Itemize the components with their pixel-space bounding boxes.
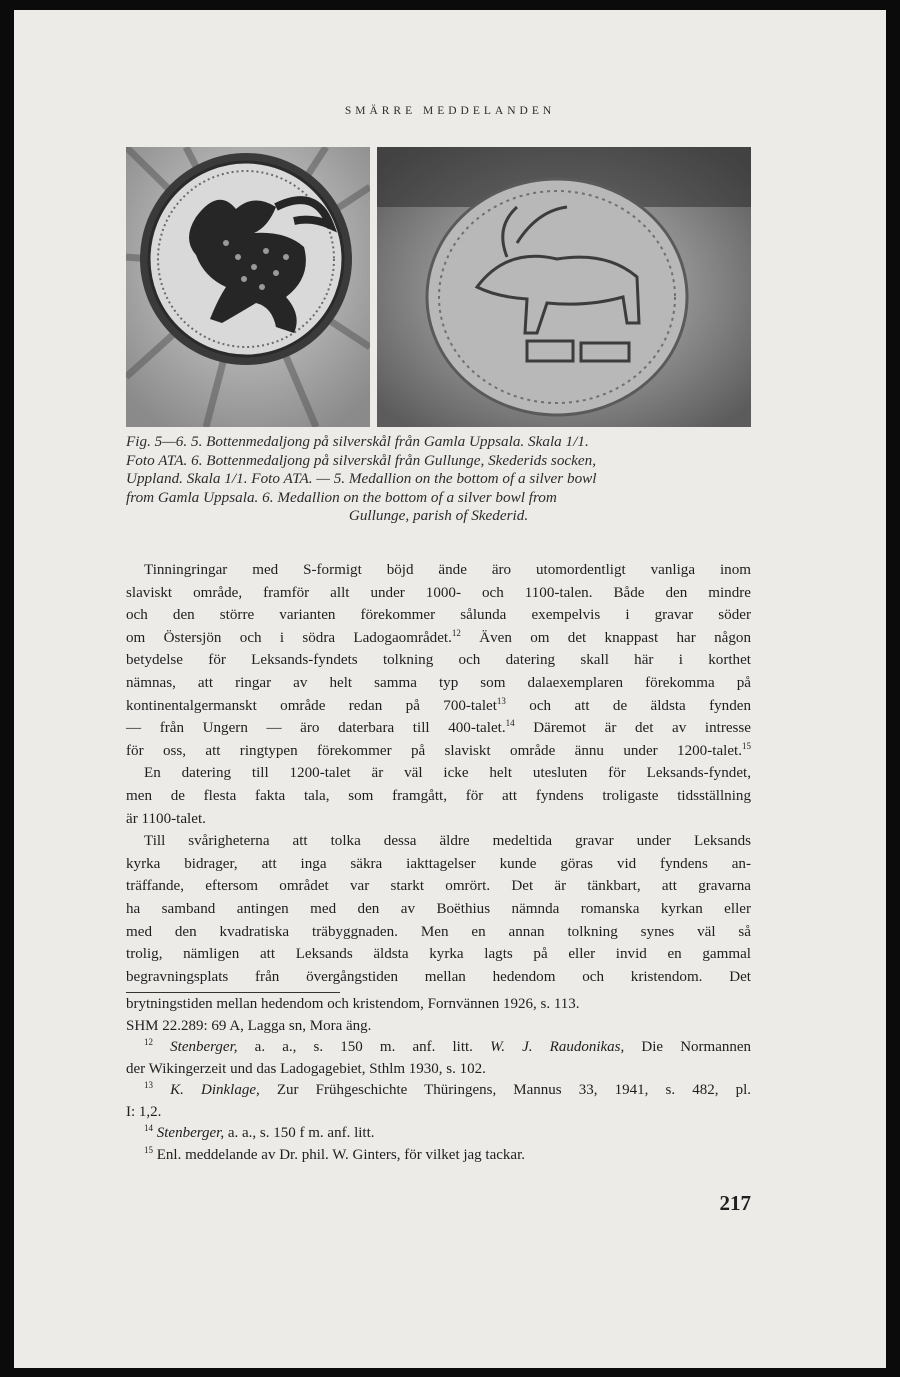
body-line [126, 966, 751, 989]
body-text [126, 559, 751, 988]
body-text-run: nämnas, att ringar av helt samma typ som dalaexemplaren förekomma på [126, 674, 751, 691]
author-name: K. Dinklage, [170, 1082, 260, 1098]
page-number: 217 [719, 1191, 751, 1215]
body-text-run: trolig, nämligen att Leksands äldsta kyrka lagts på eller invid en gammal [126, 946, 751, 963]
body-line [126, 559, 751, 582]
footnote-line [126, 1059, 751, 1081]
footnote-ref: 15 [742, 740, 751, 751]
footnote-text: Die Normannen [624, 1039, 752, 1055]
footnote-number: 14 [144, 1123, 153, 1133]
body-text-run: Däremot är det av intresse [514, 720, 751, 737]
footnotes [126, 994, 751, 1166]
footnote-text: SHM 22.289: 69 A, Lagga sn, Mora äng. [126, 1017, 372, 1034]
body-text-run: slaviskt område, framför allt under 1000- och 1100-talen. Både den mindre [126, 584, 751, 601]
footnote-number: 15 [144, 1144, 153, 1155]
author-name: Stenberger, [156, 1125, 225, 1141]
footnote-line [126, 1080, 751, 1102]
footnote-text: brytningstiden mellan hedendom och kristendom, Fornvännen 1926, s. 113. [126, 996, 580, 1012]
caption-line: Fig. 5—6. 5. Bottenmedaljong på silverskål från Gamla Uppsala. Skala 1/1. [126, 433, 589, 450]
running-head: SMÄRRE MEDDELANDEN [344, 105, 556, 117]
figure-5-photo [126, 147, 370, 427]
body-line [126, 762, 751, 785]
body-text-run: Tinningringar med S-formigt böjd ände äro utomordentligt vanliga inom [144, 562, 751, 578]
footnote-text: Enl. meddelande av Dr. phil. W. Ginters, för vilket jag tackar. [153, 1146, 525, 1163]
footnote-line [126, 1037, 751, 1059]
footnote-number: 12 [144, 1037, 153, 1047]
body-text-run: och att de äldsta fynden [505, 697, 751, 714]
body-text-run: En datering till 1200-talet är väl icke helt utesluten för Leksands-fyndet, [144, 765, 751, 782]
footnote-line [126, 1016, 751, 1038]
author-name: W. J. Raudonikas, [490, 1039, 625, 1055]
figure-caption [126, 433, 751, 526]
body-line [126, 627, 751, 650]
body-line [126, 830, 751, 853]
footnote-line [126, 1123, 751, 1145]
stag-medallion-photo-icon [377, 147, 751, 427]
body-line [126, 649, 751, 672]
caption-line: Uppland. Skala 1/1. Foto ATA. — 5. Medallion on the bottom of a silver bowl [126, 470, 597, 488]
body-text-run: och den större varianten förekommer sålunda exempelvis i gravar söder [126, 607, 751, 624]
body-text-run: kontinentalgermanskt område redan på 700-talet [126, 697, 497, 714]
body-text-run: begravningsplats från övergångstiden mellan hedendom och kristendom. Det [126, 968, 751, 985]
footnote-text: I: 1,2. [126, 1103, 162, 1120]
footnote-rule [126, 992, 340, 993]
body-text-run: för oss, att ringtypen förekommer på slaviskt område ännu under 1200-talet. [126, 742, 742, 759]
body-line [126, 875, 751, 898]
author-name: Stenberger, [170, 1039, 238, 1055]
footnote-text: a. a., s. 150 f m. anf. litt. [224, 1125, 375, 1141]
footnote-line [126, 994, 751, 1016]
body-text-run: — från Ungern — äro daterbara till 400-talet. [126, 720, 506, 737]
caption-line: Foto ATA. 6. Bottenmedaljong på silverskål från Gullunge, Skederids socken, [126, 451, 597, 469]
body-line [126, 808, 751, 831]
figure-6-photo [377, 147, 751, 427]
body-text-run: kyrka bidrager, att inga säkra iakttagelser kunde göras vid fyndens an- [126, 855, 751, 872]
body-text-run: betydelse för Leksands-fyndets tolkning och datering skall här i korthet [126, 652, 751, 669]
footnote-line [126, 1102, 751, 1124]
body-text-run: om Östersjön och i södra Ladogaområdet. [126, 629, 452, 646]
caption-line: Gullunge, parish of Skederid. [348, 507, 529, 525]
body-text-run: Även om det knappast har någon [460, 629, 751, 646]
body-line [126, 785, 751, 808]
body-line [126, 604, 751, 627]
footnote-number: 13 [144, 1080, 153, 1090]
body-line [126, 717, 751, 740]
body-text-run: är 1100-talet. [126, 810, 206, 827]
body-text-run: men de flesta fakta tala, som framgått, för att fyndens troligaste tidsställning [126, 787, 751, 804]
body-line [126, 582, 751, 605]
footnote-text: Zur Frühgeschichte Thüringens, Mannus 33, 1941, s. 482, pl. [259, 1082, 751, 1098]
body-line [126, 695, 751, 718]
footnote-line [126, 1145, 751, 1167]
footnote-text: a. a., s. 150 m. anf. litt. [237, 1039, 491, 1055]
body-text-run: träffande, eftersom området var starkt omrört. Det är tänkbart, att gravarna [126, 878, 751, 895]
body-line [126, 853, 751, 876]
footnote-ref: 12 [451, 627, 461, 638]
body-line [126, 898, 751, 921]
body-line [126, 740, 751, 763]
caption-line: from Gamla Uppsala. 6. Medallion on the bottom of a silver bowl from [126, 488, 557, 506]
body-text-run: ha samband antingen med den av Boëthius nämnda romanska kyrkan eller [126, 900, 751, 917]
footnote-text: der Wikingerzeit und das Ladogagebiet, Sthlm 1930, s. 102. [126, 1060, 486, 1077]
body-line [126, 672, 751, 695]
body-text-run: Till svårigheterna att tolka dessa äldre medeltida gravar under Leksands [144, 833, 751, 850]
body-line [126, 921, 751, 944]
body-text-run: med den kvadratiska träbyggnaden. Men en annan tolkning synes väl så [126, 923, 751, 940]
footnote-ref: 14 [505, 718, 515, 729]
body-line [126, 943, 751, 966]
footnote-ref: 13 [496, 695, 506, 706]
lion-medallion-photo-icon [126, 147, 370, 427]
